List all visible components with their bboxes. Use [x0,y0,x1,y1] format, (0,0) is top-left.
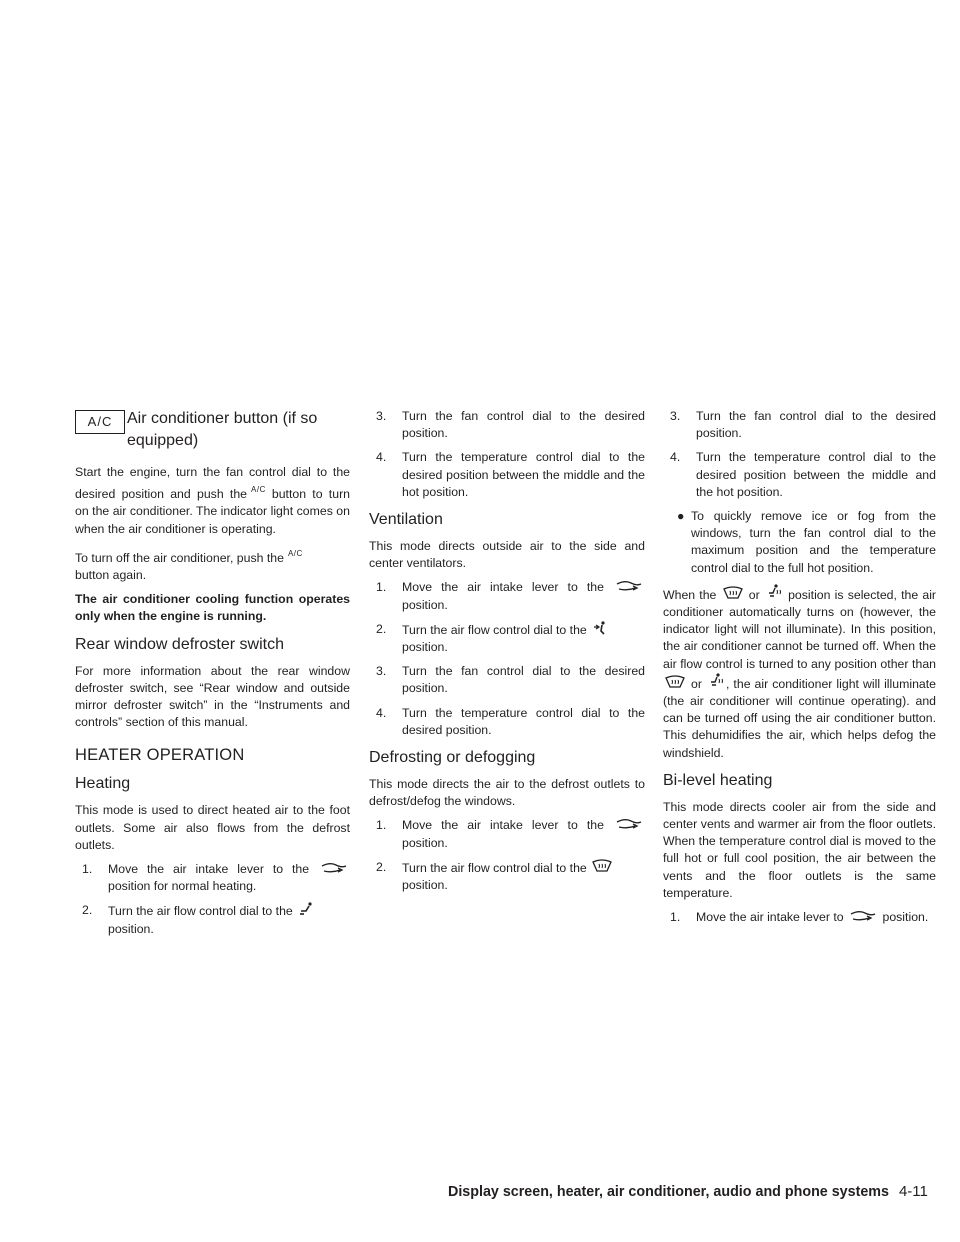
list-item: 1. Move the air intake lever to the position. [376,817,645,851]
outside-air-icon [615,580,643,592]
ac-paragraph-2: To turn off the air conditioner, push the A/C button again. [75,545,350,584]
list-item: 1. Move the air intake lever to the position for normal heating. [82,861,350,895]
list-item: 2. Turn the air flow control dial to the position. [376,859,645,894]
heating-paragraph: This mode is used to direct heated air to the foot outlets. Some air also flows from the defrost outlets. [75,803,350,852]
defrost-paragraph: This mode directs the air to the defrost outlets to defrost/defog the windows. [369,777,645,809]
rear-defroster-paragraph: For more information about the rear window defroster switch, see “Rear window and outside mirror defroster switch” in the “Instruments and controls” section of this manual. [75,663,350,730]
list-item: 3. Turn the fan control dial to the desired position. [376,664,645,696]
ventilation-heading: Ventilation [369,511,443,529]
defrost-ac-paragraph: When the or position is selected, the air conditioner automatically turns on (however, the indicator light will not illuminate). In this position, the air conditioner cannot be turned off. When the air flow control is turned to any position other than or , the air conditioner light will illuminate (the air conditioner will continue operating). and can be turned off using the air conditioner button. This dehumidifies the air, which helps defog the windshield. [663,584,936,762]
defrost-heading: Defrosting or defogging [369,749,536,767]
defrost-icon [665,675,685,689]
outside-air-icon [320,862,348,874]
outside-air-icon [615,818,643,830]
ventilation-paragraph: This mode directs outside air to the side and center ventilators. [369,539,645,571]
vent-mode-icon [592,621,608,635]
bilevel-paragraph: This mode directs cooler air from the side and center vents and warmer air from the floor outlets. When the temperature control dial is moved to the full hot or full cool position, the air between the vents and the floor outlets is the same temperature. [663,799,936,900]
list-item: 2. Turn the air flow control dial to the position. [376,621,645,656]
list-item: 3. Turn the fan control dial to the desired position. [670,409,936,441]
ac-tag: A/C [287,548,303,558]
defrost-foot-icon [708,673,724,689]
defrost-icon [723,586,743,600]
heater-operation-heading: HEATER OPERATION [75,746,245,765]
page-footer [448,1183,928,1200]
bilevel-heading: Bi-level heating [663,771,773,789]
column-3 [663,408,936,933]
bullet-item: ● To quickly remove ice or fog from the windows, turn the fan control dial to the maximum position and the temperature control dial to the full hot position. [677,509,936,575]
list-item: 3. Turn the fan control dial to the desired position. [376,409,645,441]
list-item: 1. Move the air intake lever to the position. [376,579,645,613]
list-item: 1. Move the air intake lever to position. [670,910,929,925]
ac-button-box: A/C [75,410,125,434]
ac-warning: The air conditioner cooling function operates only when the engine is running. [75,592,350,624]
outside-air-icon [849,910,877,922]
rear-defroster-heading: Rear window defroster switch [75,635,284,653]
defrost-icon [592,859,612,873]
list-item: 4. Turn the temperature control dial to the desired position. [376,705,645,737]
foot-mode-icon [298,902,314,916]
footer-section-title: Display screen, heater, air conditioner, audio and phone systems [448,1184,889,1200]
heating-heading: Heating [75,775,131,793]
page-number: 4-11 [898,1183,928,1200]
list-item: 4. Turn the temperature control dial to the desired position between the middle and the hot position. [376,450,645,499]
column-2 [369,408,645,901]
ac-heading: Air conditioner button (if so equipped) [127,410,318,449]
list-item: 2. Turn the air flow control dial to the position. [82,902,350,937]
column-1 [75,408,350,945]
list-item: 4. Turn the temperature control dial to the desired position between the middle and the hot position. [670,450,936,499]
ac-heading-block [75,408,350,452]
defrost-foot-icon [766,584,782,600]
ac-paragraph-1: Start the engine, turn the fan control dial to the desired position and push the A/C button to turn on the air conditioner. The indicator light comes on when the air conditioner is operating. [75,465,350,536]
ac-tag: A/C [251,485,266,495]
bullet-icon: ● [677,509,685,524]
